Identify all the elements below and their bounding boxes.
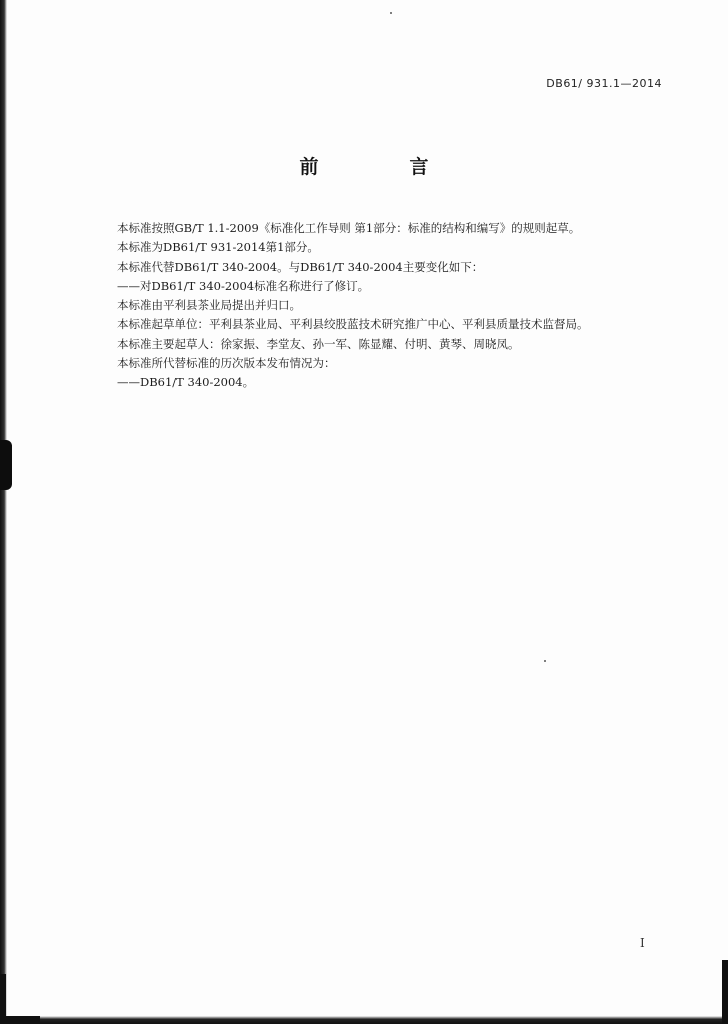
scan-edge-right xyxy=(722,960,728,1024)
scan-speck xyxy=(544,660,546,662)
paragraph: 本标准按照GB/T 1.1-2009《标准化工作导则 第1部分：标准的结构和编写》的规则起草。 xyxy=(117,221,581,235)
scan-edge-mark xyxy=(0,440,12,490)
standard-code: DB61/ 931.1—2014 xyxy=(546,77,662,90)
paragraph: ——DB61/T 340-2004。 xyxy=(117,375,255,390)
paragraph: 本标准所代替标准的历次版本发布情况为： xyxy=(117,356,336,371)
paragraph: 本标准为DB61/T 931-2014第1部分。 xyxy=(117,240,319,255)
foreword-body xyxy=(117,219,677,393)
page-number: I xyxy=(640,936,645,950)
scan-corner-bottom-left xyxy=(0,974,40,1024)
paragraph: 本标准主要起草人：徐家振、李堂友、孙一军、陈显耀、付明、黄琴、周晓凤。 xyxy=(117,336,520,351)
paragraph: ——对DB61/T 340-2004标准名称进行了修订。 xyxy=(117,278,370,293)
paragraph: 本标准起草单位：平利县茶业局、平利县绞股蓝技术研究推广中心、平利县质量技术监督局。 xyxy=(117,317,589,332)
paragraph: 本标准由平利县茶业局提出并归口。 xyxy=(117,298,301,313)
scan-edge-bottom xyxy=(0,1016,728,1024)
page-title: 前 言 xyxy=(299,156,465,178)
scan-speck xyxy=(390,12,392,14)
paragraph: 本标准代替DB61/T 340-2004。与DB61/T 340-2004主要变化如下： xyxy=(117,259,484,274)
